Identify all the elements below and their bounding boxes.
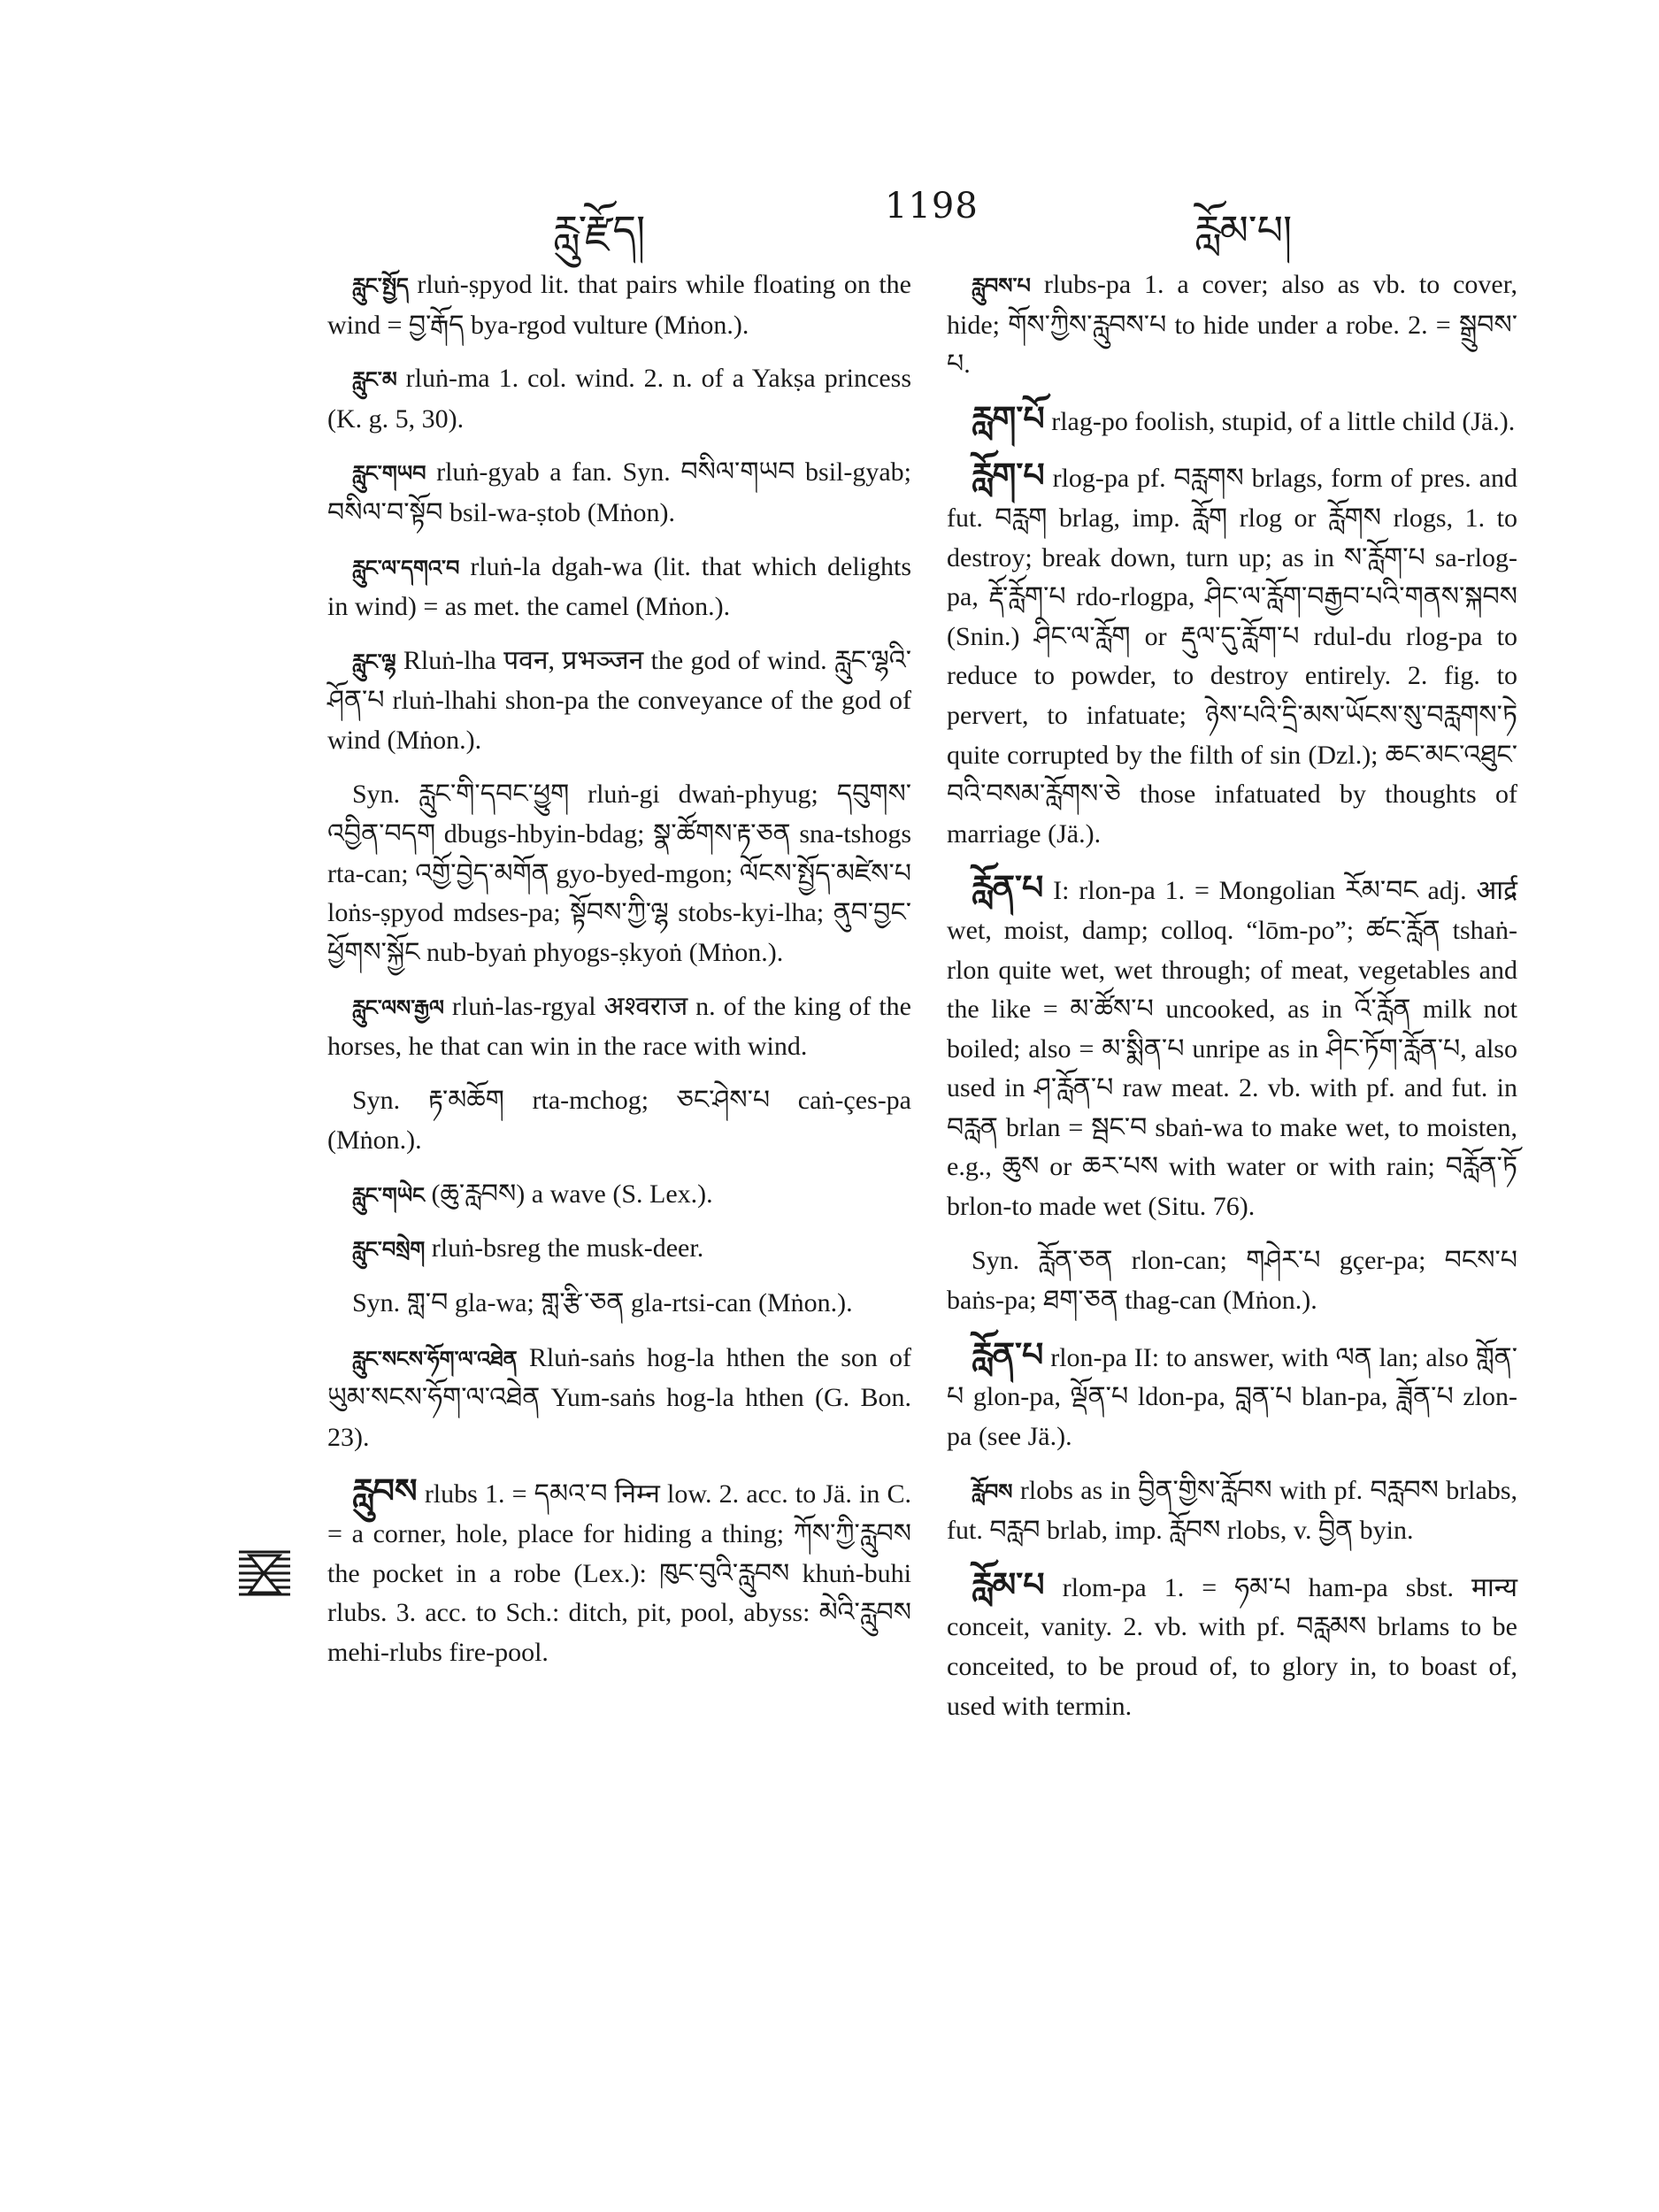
entry-body: rlag-po foolish, stupid, of a little child (Jä.). xyxy=(1051,406,1516,436)
dictionary-entry xyxy=(327,453,911,533)
dictionary-entry xyxy=(947,1471,1517,1551)
entry-body: I: rlon-pa 1. = Mongolian རོམ་བང adj. आर्द्र wet, moist, damp; colloq. “lōm-po”; ཚང་རློན tshaṅ-rlon quite wet, wet through; of meat, vegetables and the like = མ་ཚོས་པ uncooked, as in འོ་རློན milk not boiled; also = མ་སྨིན་པ unripe as in ཤིང་ཏོག་རློན་པ, also used in ཤ་རློན་པ raw meat. 2. vb. with pf. and fut. in བརླན brlan = སྦང་བ sbaṅ-wa to make wet, to moisten, e.g., ཆུས or ཆར་པས with water or with rain; བརློན་ཏོ brlon-to made wet (Situ. 76). xyxy=(947,876,1518,1222)
dictionary-entry xyxy=(327,1339,911,1458)
entry-headword-tibetan: རླུང་གཡབ xyxy=(352,461,426,487)
entry-headword-tibetan: རླུང་ལས་རྒྱལ xyxy=(352,995,444,1020)
page-number: 1198 xyxy=(885,186,979,227)
dictionary-entry xyxy=(947,1241,1517,1321)
dictionary-entry xyxy=(327,265,911,345)
dictionary-entry xyxy=(947,399,1517,442)
entry-headword-tibetan: རླུང་བསྲེག xyxy=(352,1237,426,1263)
dictionary-entry xyxy=(327,641,911,761)
entry-body: rlubs-pa 1. a cover; also as vb. to cover, hide; གོས་ཀྱིས་རླུབས་པ to hide under a robe. 2. = སྒྲུབས་པ. xyxy=(947,270,1518,380)
entry-headword-tibetan: རླག་པོ xyxy=(972,398,1045,438)
entry-body: rlon-pa II: to answer, with ལན lan; also གློན་པ glon-pa, ལྡོན་པ ldon-pa, བླན་པ blan-pa, ཟློན་པ zlon-pa (see Jä.). xyxy=(947,1342,1517,1452)
margin-marker-icon xyxy=(237,1547,292,1601)
left-running-head: རླུ་རྫོད། xyxy=(553,206,646,254)
entry-body: rluṅ-gyab a fan. Syn. བསིལ་གཡབ bsil-gyab; བསིལ་བ་སྟོབ bsil-wa-ṣtob (Mṅon). xyxy=(327,457,912,527)
entry-headword-tibetan: རླུང་ལྷ xyxy=(352,649,396,674)
entry-headword-tibetan: རླུང་གཡེང xyxy=(352,1182,425,1208)
entry-body: Rluṅ-lha पवन, प्रभञ्जन the god of wind. རླུང་ལྷའི་ཤོན་པ rluṅ-lhahi shon-pa the conveyance of the god of wind (Mṅon.). xyxy=(327,645,912,755)
entry-headword-tibetan: རློམ་པ xyxy=(972,1564,1045,1604)
entry-body: rluṅ-ma 1. col. wind. 2. n. of a Yakṣa princess (K. g. 5, 30). xyxy=(327,364,911,434)
dictionary-entry xyxy=(327,1229,911,1270)
entry-headword-tibetan: རློན་པ xyxy=(972,1334,1044,1374)
entry-body: rlubs 1. = དམའ་བ निम्न low. 2. acc. to Jä. in C. = a corner, hole, place for hiding a thing; ཀོས་ཀྱི་རླུབས the pocket in a robe (Lex.): ཁུང་བུའི་རླུབས khuṅ-buhi rlubs. 3. acc. to Sch.: ditch, pit, pool, abyss: མེའི་རླུབས mehi-rlubs fire-pool. xyxy=(327,1479,912,1667)
left-column xyxy=(327,265,911,1686)
entry-body: Syn. གླ་བ gla-wa; གླ་རྩི་ཅན gla-rtsi-can (Mṅon.). xyxy=(352,1288,853,1318)
dictionary-entry xyxy=(947,456,1517,854)
entry-headword-tibetan: རླུབས xyxy=(352,1471,418,1511)
dictionary-entry xyxy=(947,265,1517,385)
dictionary-entry xyxy=(327,987,911,1067)
entry-headword-tibetan: རླུང་ལ་དགའ་བ xyxy=(352,555,460,580)
entry-headword-tibetan: རླུང་སངས་ཧོག་ལ་འཐེན xyxy=(352,1346,518,1371)
dictionary-entry xyxy=(327,359,911,439)
dictionary-entry xyxy=(327,548,911,627)
entry-body: rlobs as in བྱིན་གྱིས་རློབས with pf. བརླབས brlabs, fut. བརླབ brlab, imp. རློབས rlobs, v. བྱིན byin. xyxy=(947,1475,1518,1546)
dictionary-entry xyxy=(327,1081,911,1161)
entry-headword-tibetan: རླུང་མ xyxy=(352,367,397,393)
entry-headword-tibetan: རློན་པ xyxy=(972,868,1044,908)
right-running-head: རློམ་པ། xyxy=(1194,206,1293,254)
entry-body: rluṅ-la dgah-wa (lit. that which delights in wind) = as met. the camel (Mṅon.). xyxy=(327,551,911,622)
dictionary-entry xyxy=(947,868,1517,1226)
dictionary-entry xyxy=(327,1175,911,1216)
dictionary-entry xyxy=(327,1471,911,1672)
entry-body: rluṅ-bsreg the musk-deer. xyxy=(431,1233,704,1263)
entry-headword-tibetan: རློག་པ xyxy=(972,456,1045,495)
entry-body: rluṅ-las-rgyal अश्वराज n. of the king of the horses, he that can win in the race with wind. xyxy=(327,991,912,1062)
entry-body: (ཆུ་རླབས) a wave (S. Lex.). xyxy=(431,1179,713,1209)
entry-headword-tibetan: རླུབས་པ xyxy=(972,273,1031,298)
dictionary-entry xyxy=(947,1565,1517,1726)
entry-headword-tibetan: རླུང་སྤྱོད xyxy=(352,273,409,298)
entry-headword-tibetan: རློབས xyxy=(972,1479,1013,1504)
dictionary-entry xyxy=(947,1335,1517,1457)
dictionary-entry xyxy=(327,1284,911,1325)
entry-body: Rluṅ-saṅs hog-la hthen the son of ཡུམ་སངས་ཧོག་ལ་འཐེན Yum-saṅs hog-la hthen (G. Bon. 23). xyxy=(327,1342,912,1452)
dictionary-entry xyxy=(327,775,911,973)
entry-body: Syn. རློན་ཅན rlon-can; གཤེར་པ gçer-pa; བངས་པ baṅs-pa; ཐག་ཅན thag-can (Mṅon.). xyxy=(947,1245,1517,1316)
right-column xyxy=(947,265,1517,1740)
entry-body: Syn. རྟ་མཆོག rta-mchog; ཅང་ཤེས་པ caṅ-çes-pa (Mṅon.). xyxy=(327,1085,911,1156)
entry-body: rluṅ-ṣpyod lit. that pairs while floating on the wind = བྱ་རྒོད bya-rgod vulture (Mṅon.). xyxy=(327,270,911,340)
entry-body: rlog-pa pf. བརླགས brlags, form of pres. and fut. བརླག brlag, imp. རློག rlog or རློགས rlogs, 1. to destroy; break down, turn up; as in ས་རློག་པ sa-rlog-pa, རྡོ་རློག་པ rdo-rlogpa, ཤིང་ལ་རློག་བརྒྱབ་པའི་གནས་སྐབས (Snin.) ཤིང་ལ་རློག or རྡུལ་དུ་རློག་པ rdul-du rlog-pa to reduce to powder, to destroy entirely. 2. fig. to pervert, to infatuate; ཉེས་པའི་དྲི་མས་ཡོངས་སུ་བརླགས་ཏེ quite corrupted by the filth of sin (Dzl.); ཆང་མང་འཐུང་བའི་བསམ་རློགས་ཅེ those infatuated by thoughts of marriage (Jä.). xyxy=(947,464,1517,849)
entry-body: Syn. རླུང་གི་དབང་ཕྱུག rluṅ-gi dwaṅ-phyug; དབུགས་འབྱིན་བདག dbugs-hbyin-bdag; སྣ་ཚོགས་རྟ་ཅན sna-tshogs rta-can; འགྱོ་བྱེད་མགོན gyo-byed-mgon; ལོངས་སྤྱོད་མཛེས་པ loṅs-ṣpyod mdses-pa; སྟོབས་ཀྱི་ལྷ stobs-kyi-lha; ནུབ་བྱང་ཕྱོགས་སྐྱོང nub-byaṅ phyogs-ṣkyoṅ (Mṅon.). xyxy=(327,779,911,967)
page-header xyxy=(0,186,1659,254)
entry-body: rlom-pa 1. = ཧམ་པ ham-pa sbst. मान्य conceit, vanity. 2. vb. with pf. བརླམས brlams to be conceited, to be proud of, to glory in, to boast of, used with termin. xyxy=(947,1572,1518,1721)
